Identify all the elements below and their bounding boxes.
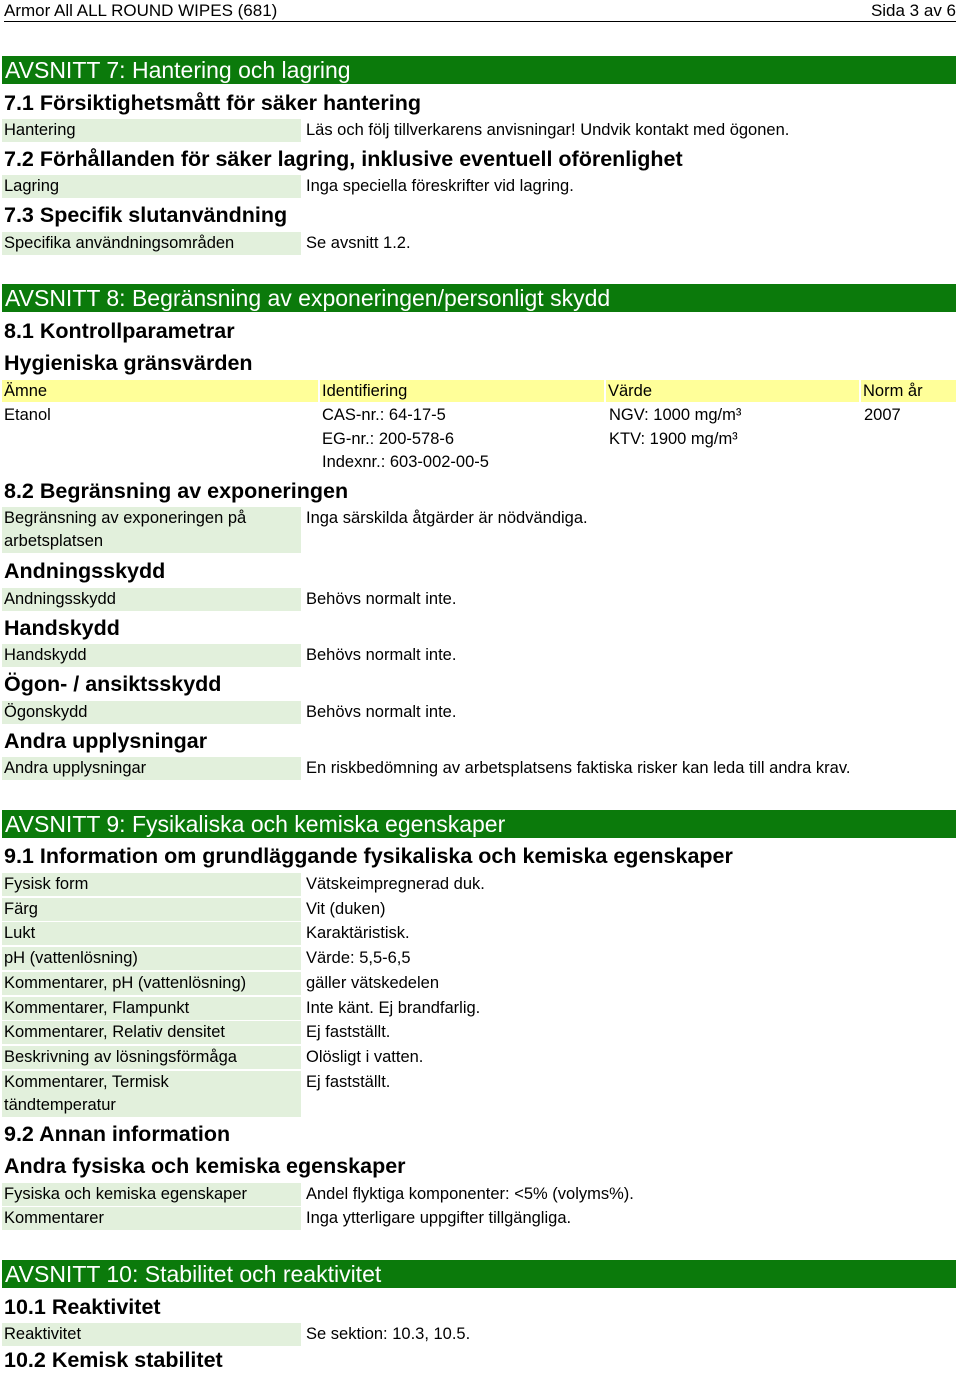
page-number: Sida 3 av 6 <box>870 1 956 20</box>
reaktivitet-label: Reaktivitet <box>2 1323 301 1346</box>
kommentarer-value: Inga ytterligare uppgifter tillgängliga. <box>306 1209 572 1227</box>
prop-label: Beskrivning av lösningsförmåga <box>2 1046 301 1069</box>
arbetsplats-value: Inga särskilda åtgärder är nödvändiga. <box>306 509 588 527</box>
hantering-label: Hantering <box>2 119 301 142</box>
col-norm-ar: Norm år <box>861 380 956 402</box>
termisk-label <box>2 1071 301 1117</box>
handskydd-title: Handskydd <box>4 616 120 640</box>
termisk-label-line1: Kommentarer, Termisk <box>4 1073 169 1091</box>
termisk-label-line2: tändtemperatur <box>4 1096 116 1114</box>
table-cell-amne: Etanol <box>4 406 51 424</box>
prop-label: Kommentarer, pH (vattenlösning) <box>2 972 301 995</box>
subsection-9-2: 9.2 Annan information <box>4 1122 231 1146</box>
section-8-title: AVSNITT 8: Begränsning av exponeringen/personligt skydd <box>2 284 956 312</box>
ogonskydd-title: Ögon- / ansiktsskydd <box>4 672 222 696</box>
andra-upplysningar-value: En riskbedömning av arbetsplatsens faktiska risker kan leda till andra krav. <box>306 759 851 777</box>
prop-label: Lukt <box>2 922 301 945</box>
subsection-10-2: 10.2 Kemisk stabilitet <box>4 1348 223 1372</box>
col-varde: Värde <box>606 380 859 402</box>
subsection-8-1: 8.1 Kontrollparametrar <box>4 319 235 343</box>
ogonskydd-label: Ögonskydd <box>2 701 301 724</box>
andra-upplysningar-title: Andra upplysningar <box>4 729 208 753</box>
andningsskydd-value: Behövs normalt inte. <box>306 590 457 608</box>
handskydd-label: Handskydd <box>2 644 301 667</box>
subsection-7-3: 7.3 Specifik slutanvändning <box>4 203 288 227</box>
arbetsplats-label-line2: arbetsplatsen <box>4 532 104 550</box>
lagring-value: Inga speciella föreskrifter vid lagring. <box>306 177 574 195</box>
document-title: Armor All ALL ROUND WIPES (681) <box>4 1 278 20</box>
prop-value: Ej fastställt. <box>306 1023 391 1041</box>
lagring-label: Lagring <box>2 175 301 198</box>
prop-value: Olösligt i vatten. <box>306 1048 424 1066</box>
table-cell-norm: 2007 <box>864 406 901 424</box>
termisk-value: Ej fastställt. <box>306 1073 391 1091</box>
prop-label: pH (vattenlösning) <box>2 947 301 970</box>
hantering-value: Läs och följ tillverkarens anvisningar! Undvik kontakt med ögonen. <box>306 121 790 139</box>
prop-value: Vit (duken) <box>306 900 386 918</box>
subsection-8-2: 8.2 Begränsning av exponeringen <box>4 479 349 503</box>
ogonskydd-value: Behövs normalt inte. <box>306 703 457 721</box>
handskydd-value: Behövs normalt inte. <box>306 646 457 664</box>
andningsskydd-label: Andningsskydd <box>2 588 301 611</box>
table-cell-cas: CAS-nr.: 64-17-5 <box>322 406 446 424</box>
kommentarer-label: Kommentarer <box>2 1207 301 1230</box>
hygieniska-title: Hygieniska gränsvärden <box>4 351 253 375</box>
section-7-title: AVSNITT 7: Hantering och lagring <box>2 56 956 84</box>
page-header <box>4 0 956 22</box>
prop-label: Kommentarer, Relativ densitet <box>2 1021 301 1044</box>
col-amne: Ämne <box>2 380 318 402</box>
fk-egenskaper-value: Andel flyktiga komponenter: <5% (volyms%). <box>306 1185 634 1203</box>
col-identifiering: Identifiering <box>320 380 604 402</box>
prop-value: Värde: 5,5-6,5 <box>306 949 411 967</box>
prop-label: Färg <box>2 898 301 921</box>
section-9-title: AVSNITT 9: Fysikaliska och kemiska egenskaper <box>2 810 956 838</box>
specifika-label: Specifika användningsområden <box>2 232 301 255</box>
prop-label: Kommentarer, Flampunkt <box>2 997 301 1020</box>
limits-table-header <box>2 380 956 402</box>
subsection-10-1: 10.1 Reaktivitet <box>4 1295 161 1319</box>
section-10-title: AVSNITT 10: Stabilitet och reaktivitet <box>2 1260 956 1288</box>
specifika-value: Se avsnitt 1.2. <box>306 234 411 252</box>
fk-egenskaper-label: Fysiska och kemiska egenskaper <box>2 1183 301 1206</box>
table-cell-ngv: NGV: 1000 mg/m³ <box>609 406 742 424</box>
prop-value: Inte känt. Ej brandfarlig. <box>306 999 481 1017</box>
prop-label: Fysisk form <box>2 873 301 896</box>
andra-upplysningar-label: Andra upplysningar <box>2 757 301 780</box>
table-cell-eg: EG-nr.: 200-578-6 <box>322 430 455 448</box>
prop-value: gäller vätskedelen <box>306 974 439 992</box>
arbetsplats-label-line1: Begränsning av exponeringen på <box>4 509 247 527</box>
andra-egenskaper-title: Andra fysiska och kemiska egenskaper <box>4 1154 406 1178</box>
subsection-9-1: 9.1 Information om grundläggande fysikaliska och kemiska egenskaper <box>4 844 733 868</box>
andningsskydd-title: Andningsskydd <box>4 559 166 583</box>
subsection-7-2: 7.2 Förhållanden för säker lagring, inklusive eventuell oförenlighet <box>4 147 683 171</box>
prop-value: Vätskeimpregnerad duk. <box>306 875 485 893</box>
reaktivitet-value: Se sektion: 10.3, 10.5. <box>306 1325 471 1343</box>
arbetsplats-label <box>2 507 301 553</box>
prop-value: Karaktäristisk. <box>306 924 410 942</box>
table-cell-index: Indexnr.: 603-002-00-5 <box>322 453 489 471</box>
subsection-7-1: 7.1 Försiktighetsmått för säker hantering <box>4 91 421 115</box>
table-cell-ktv: KTV: 1900 mg/m³ <box>609 430 738 448</box>
